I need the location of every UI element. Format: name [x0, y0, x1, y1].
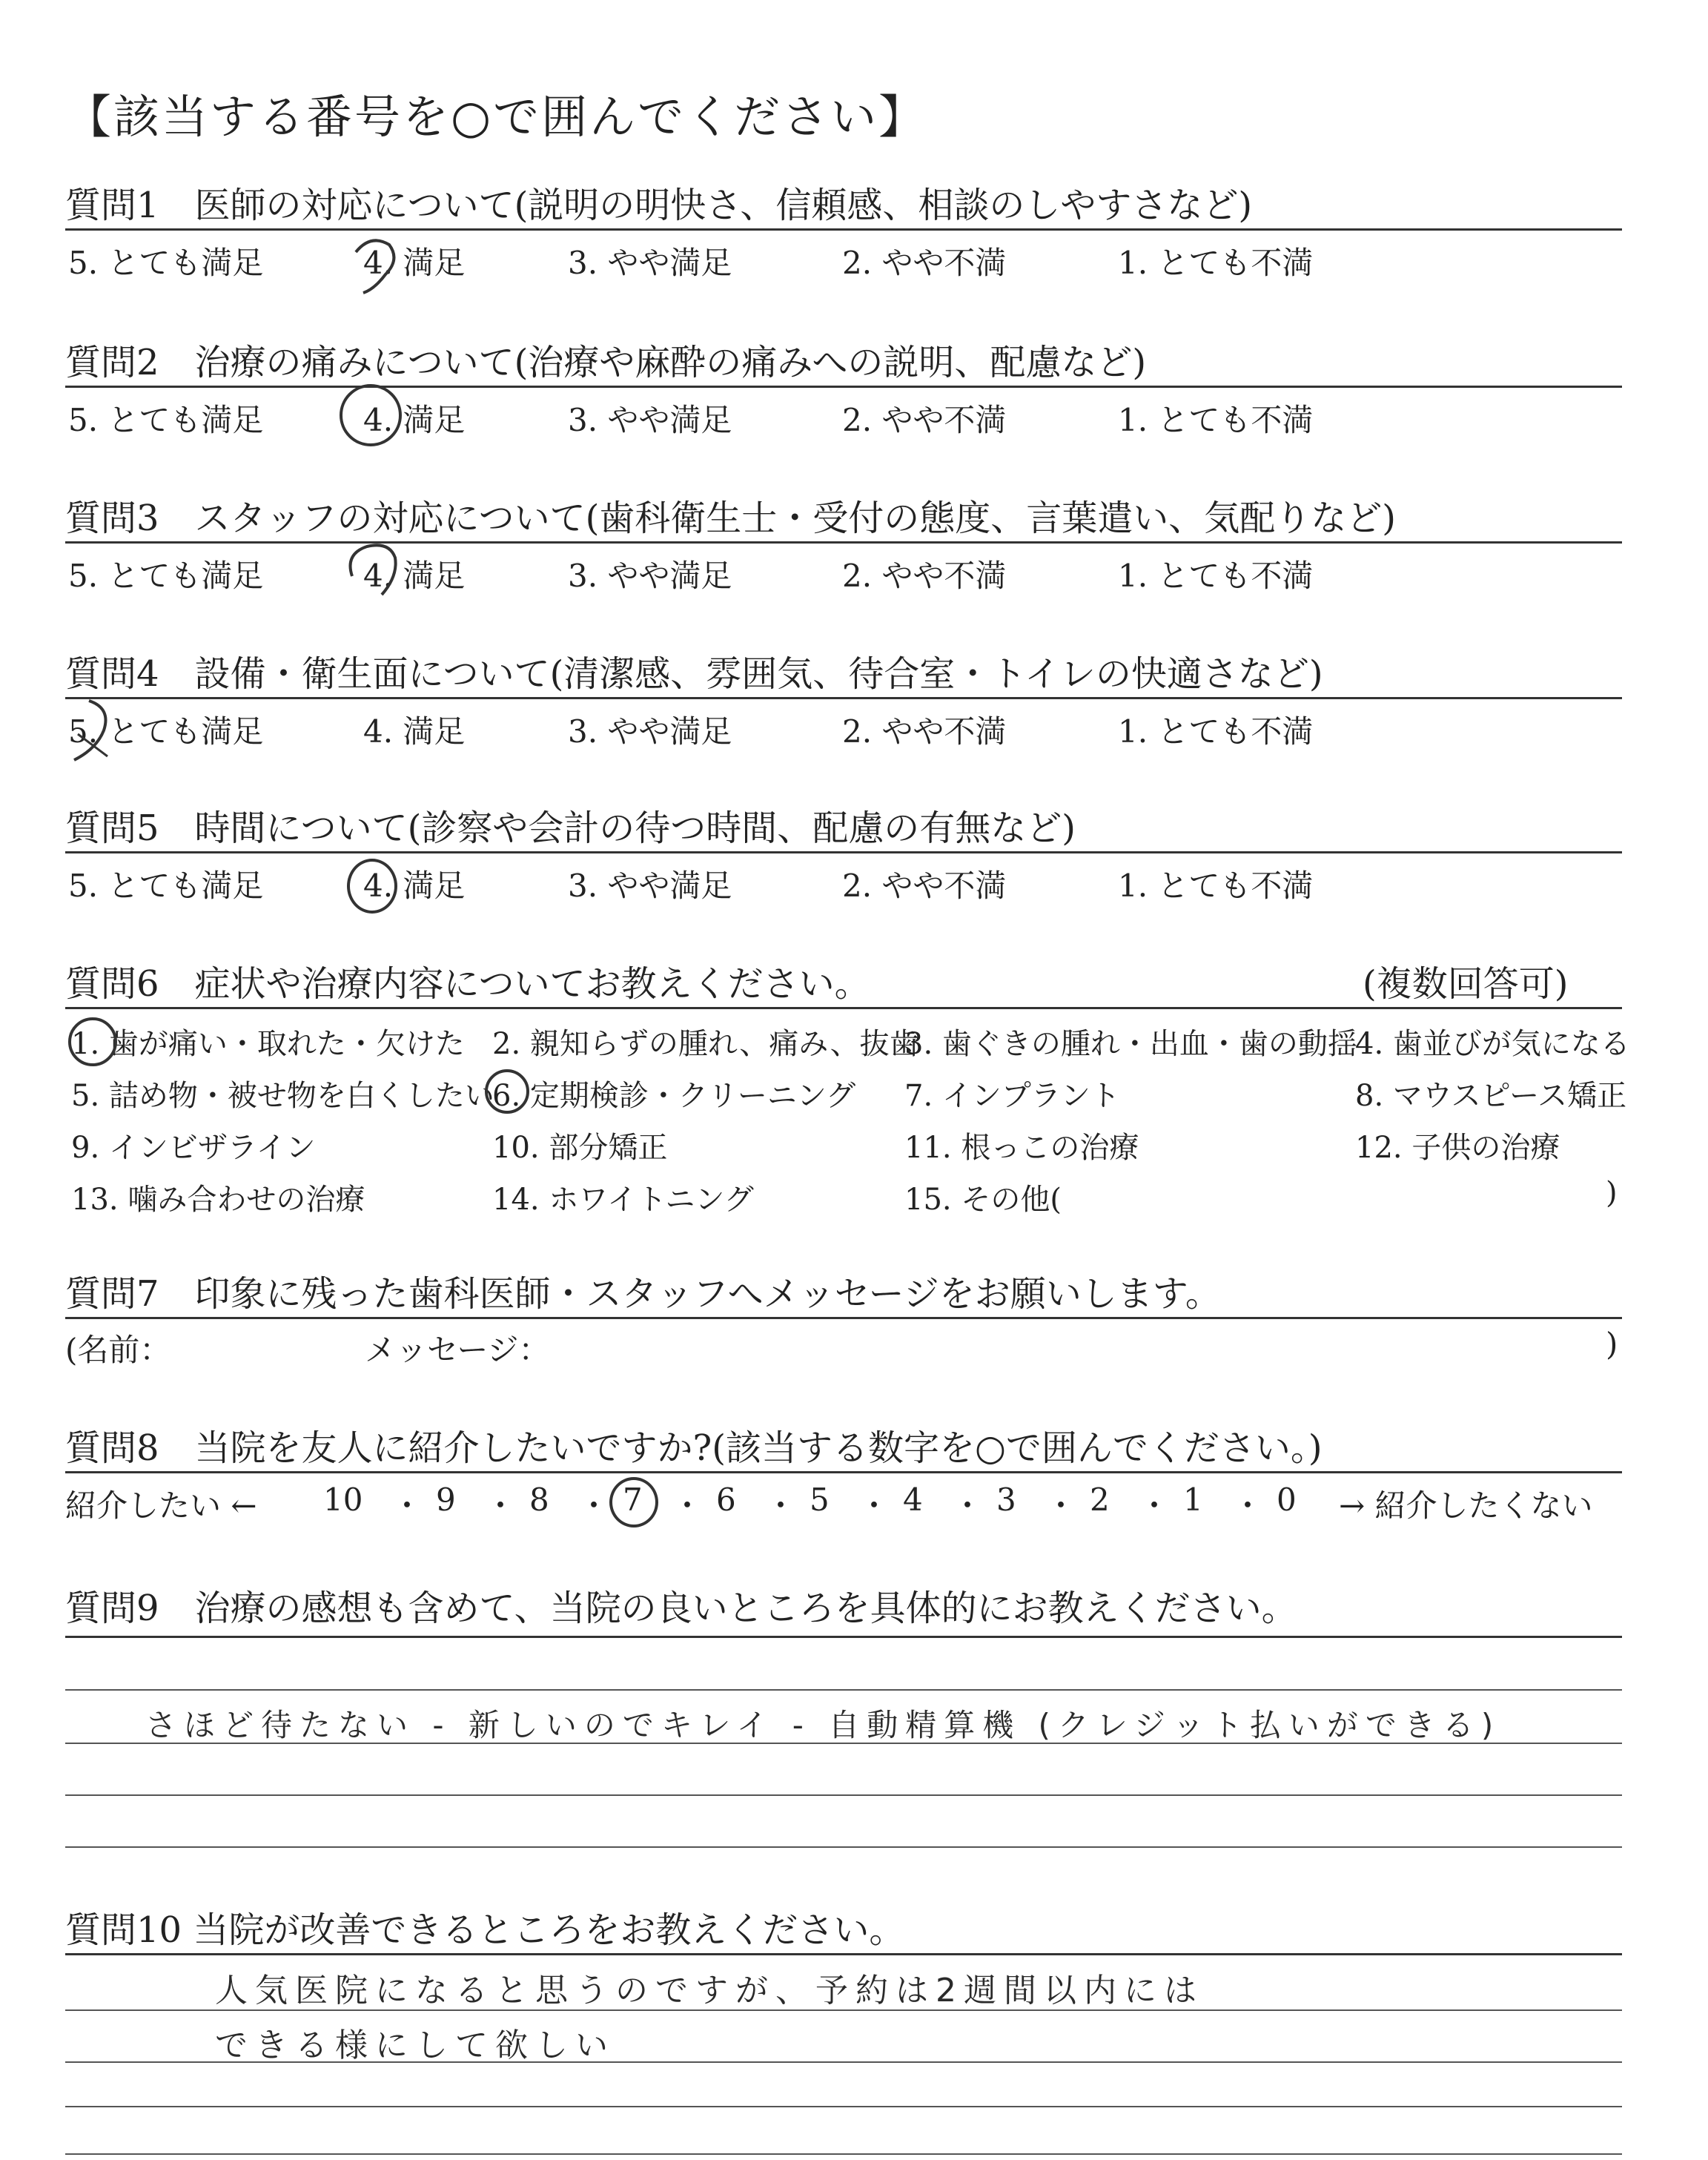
- q6-option-7[interactable]: 7. インプラント: [904, 1079, 1120, 1113]
- q8-separator: ・: [1045, 1487, 1077, 1524]
- q1-selection-mark: [348, 230, 408, 297]
- q5-option-4[interactable]: 4. 満足: [363, 868, 466, 904]
- q6-option-8[interactable]: 8. マウスピース矯正: [1355, 1079, 1627, 1113]
- q8-separator: ・: [1139, 1487, 1171, 1524]
- q8-score-3[interactable]: 3: [996, 1482, 1016, 1518]
- q4-selection-mark: [59, 693, 126, 767]
- q8-score-8[interactable]: 8: [529, 1482, 549, 1518]
- q10-handwritten-answer-line-2: できる様にして欲しい: [215, 2027, 615, 2064]
- q4-option-1[interactable]: 1. とても不満: [1118, 713, 1314, 750]
- q6-option-12[interactable]: 12. 子供の治療: [1355, 1131, 1560, 1165]
- q8-left-label: 紹介したい ←: [65, 1487, 257, 1524]
- q7-message-label: メッセージ：: [365, 1332, 550, 1368]
- question-5-title: 質問5 時間について(診察や会計の待つ時間、配慮の有無など): [65, 807, 1076, 849]
- q8-separator: ・: [952, 1487, 984, 1524]
- q10-handwritten-answer-line-1: 人気医院になると思うのですが、予約は2週間以内には: [215, 1972, 1204, 2009]
- q8-score-5[interactable]: 5: [810, 1482, 830, 1518]
- question-3-title: 質問3 スタッフの対応について(歯科衛生士・受付の態度、言葉遣い、気配りなど): [65, 498, 1397, 539]
- q5-option-3[interactable]: 3. やや満足: [568, 868, 732, 904]
- question-7-title: 質問7 印象に残った歯科医師・スタッフへメッセージをお願いします。: [65, 1273, 1221, 1315]
- q6-option-11[interactable]: 11. 根っこの治療: [904, 1131, 1139, 1165]
- page-heading: 【該当する番号を○で囲んでください】: [65, 90, 927, 144]
- q2-option-3[interactable]: 3. やや満足: [568, 402, 732, 438]
- q8-score-7[interactable]: 7: [623, 1482, 643, 1518]
- q8-selection-circle: [609, 1477, 658, 1527]
- answer-line: [65, 1846, 1622, 1848]
- q6-option-10[interactable]: 10. 部分矯正: [492, 1131, 668, 1165]
- divider: [65, 228, 1622, 231]
- q7-name-label: (名前：: [65, 1332, 171, 1368]
- question-6-note: (複数回答可): [1363, 963, 1569, 1005]
- divider: [65, 386, 1622, 388]
- q6-option-15[interactable]: 15. その他(: [904, 1183, 1062, 1217]
- question-8-title: 質問8 当院を友人に紹介したいですか?(該当する数字を○で囲んでください。): [65, 1427, 1323, 1469]
- q3-option-5[interactable]: 5. とても満足: [68, 558, 264, 594]
- q2-option-5[interactable]: 5. とても満足: [68, 402, 264, 438]
- q4-option-4[interactable]: 4. 満足: [363, 713, 466, 750]
- q9-handwritten-answer: さほど待たない - 新しいのでキレイ - 自動精算機 (クレジット払いができる): [145, 1707, 1501, 1743]
- q5-option-1[interactable]: 1. とても不満: [1118, 868, 1314, 904]
- question-2-title: 質問2 治療の痛みについて(治療や麻酔の痛みへの説明、配慮など): [65, 342, 1147, 383]
- q3-selection-mark: [337, 535, 411, 602]
- answer-line: [65, 2153, 1622, 2155]
- answer-line: [65, 2106, 1622, 2107]
- q6-option-15-close: ): [1606, 1176, 1618, 1210]
- question-4-title: 質問4 設備・衛生面について(清潔感、雰囲気、待合室・トイレの快適さなど): [65, 653, 1323, 695]
- q5-selection-circle: [347, 859, 397, 914]
- q4-option-2[interactable]: 2. やや不満: [842, 713, 1007, 750]
- divider: [65, 1953, 1622, 1955]
- answer-line: [65, 1689, 1622, 1691]
- answer-line: [65, 1794, 1622, 1796]
- q8-score-4[interactable]: 4: [903, 1482, 923, 1518]
- q6-option-9[interactable]: 9. インビザライン: [71, 1131, 316, 1165]
- q8-separator: ・: [391, 1487, 423, 1524]
- q8-separator: ・: [672, 1487, 704, 1524]
- question-6-title: 質問6 症状や治療内容についてお教えください。: [65, 963, 870, 1005]
- q2-option-1[interactable]: 1. とても不満: [1118, 402, 1314, 438]
- q1-option-4[interactable]: 4. 満足: [363, 245, 466, 281]
- divider: [65, 851, 1622, 853]
- q8-separator: ・: [578, 1487, 610, 1524]
- q6-option-6[interactable]: 6. 定期検診・クリーニング: [492, 1079, 856, 1113]
- q8-score-0[interactable]: 0: [1277, 1482, 1297, 1518]
- q8-separator: ・: [485, 1487, 517, 1524]
- question-1-title: 質問1 医師の対応について(説明の明快さ、信頼感、相談のしやすさなど): [65, 185, 1253, 226]
- q6-option-1[interactable]: 1. 歯が痛い・取れた・欠けた: [71, 1027, 465, 1061]
- divider: [65, 1007, 1622, 1009]
- q8-score-10[interactable]: 10: [323, 1482, 363, 1518]
- q8-separator: ・: [858, 1487, 890, 1524]
- q8-score-2[interactable]: 2: [1090, 1482, 1110, 1518]
- q3-option-3[interactable]: 3. やや満足: [568, 558, 732, 594]
- q2-selection-circle: [340, 384, 402, 446]
- divider: [65, 1471, 1622, 1473]
- question-9-title: 質問9 治療の感想も含めて、当院の良いところを具体的にお教えください。: [65, 1588, 1297, 1629]
- q4-option-3[interactable]: 3. やや満足: [568, 713, 732, 750]
- q6-option-3[interactable]: 3. 歯ぐきの腫れ・出血・歯の動揺: [904, 1027, 1357, 1061]
- q6-option-5[interactable]: 5. 詰め物・被せ物を白くしたい: [71, 1079, 494, 1113]
- divider: [65, 1636, 1622, 1638]
- q8-score-9[interactable]: 9: [436, 1482, 456, 1518]
- divider: [65, 1317, 1622, 1319]
- divider: [65, 697, 1622, 699]
- divider: [65, 541, 1622, 544]
- q7-close-paren: ): [1606, 1326, 1618, 1362]
- q8-separator: ・: [1232, 1487, 1264, 1524]
- q6-option-14[interactable]: 14. ホワイトニング: [492, 1183, 754, 1217]
- q6-option-2[interactable]: 2. 親知らずの腫れ、痛み、抜歯: [492, 1027, 919, 1061]
- q3-option-1[interactable]: 1. とても不満: [1118, 558, 1314, 594]
- q1-option-1[interactable]: 1. とても不満: [1118, 245, 1314, 281]
- q6-selection-circle-6: [485, 1069, 529, 1114]
- question-10-title: 質問10 当院が改善できるところをお教えください。: [65, 1909, 905, 1951]
- q3-option-4[interactable]: 4. 満足: [363, 558, 466, 594]
- q5-option-2[interactable]: 2. やや不満: [842, 868, 1007, 904]
- q8-separator: ・: [765, 1487, 797, 1524]
- q5-option-5[interactable]: 5. とても満足: [68, 868, 264, 904]
- q1-option-2[interactable]: 2. やや不満: [842, 245, 1007, 281]
- q8-score-1[interactable]: 1: [1183, 1482, 1203, 1518]
- q1-option-5[interactable]: 5. とても満足: [68, 245, 264, 281]
- q6-selection-circle-1: [68, 1017, 117, 1066]
- q2-option-2[interactable]: 2. やや不満: [842, 402, 1007, 438]
- q2-option-4[interactable]: 4. 満足: [363, 402, 466, 438]
- q4-option-5[interactable]: 5. とても満足: [68, 713, 264, 750]
- q6-option-4[interactable]: 4. 歯並びが気になる: [1355, 1027, 1630, 1061]
- q6-option-13[interactable]: 13. 噛み合わせの治療: [71, 1183, 365, 1217]
- q3-option-2[interactable]: 2. やや不満: [842, 558, 1007, 594]
- q8-right-label: → 紹介したくない: [1339, 1487, 1593, 1524]
- q8-score-6[interactable]: 6: [716, 1482, 736, 1518]
- q1-option-3[interactable]: 3. やや満足: [568, 245, 732, 281]
